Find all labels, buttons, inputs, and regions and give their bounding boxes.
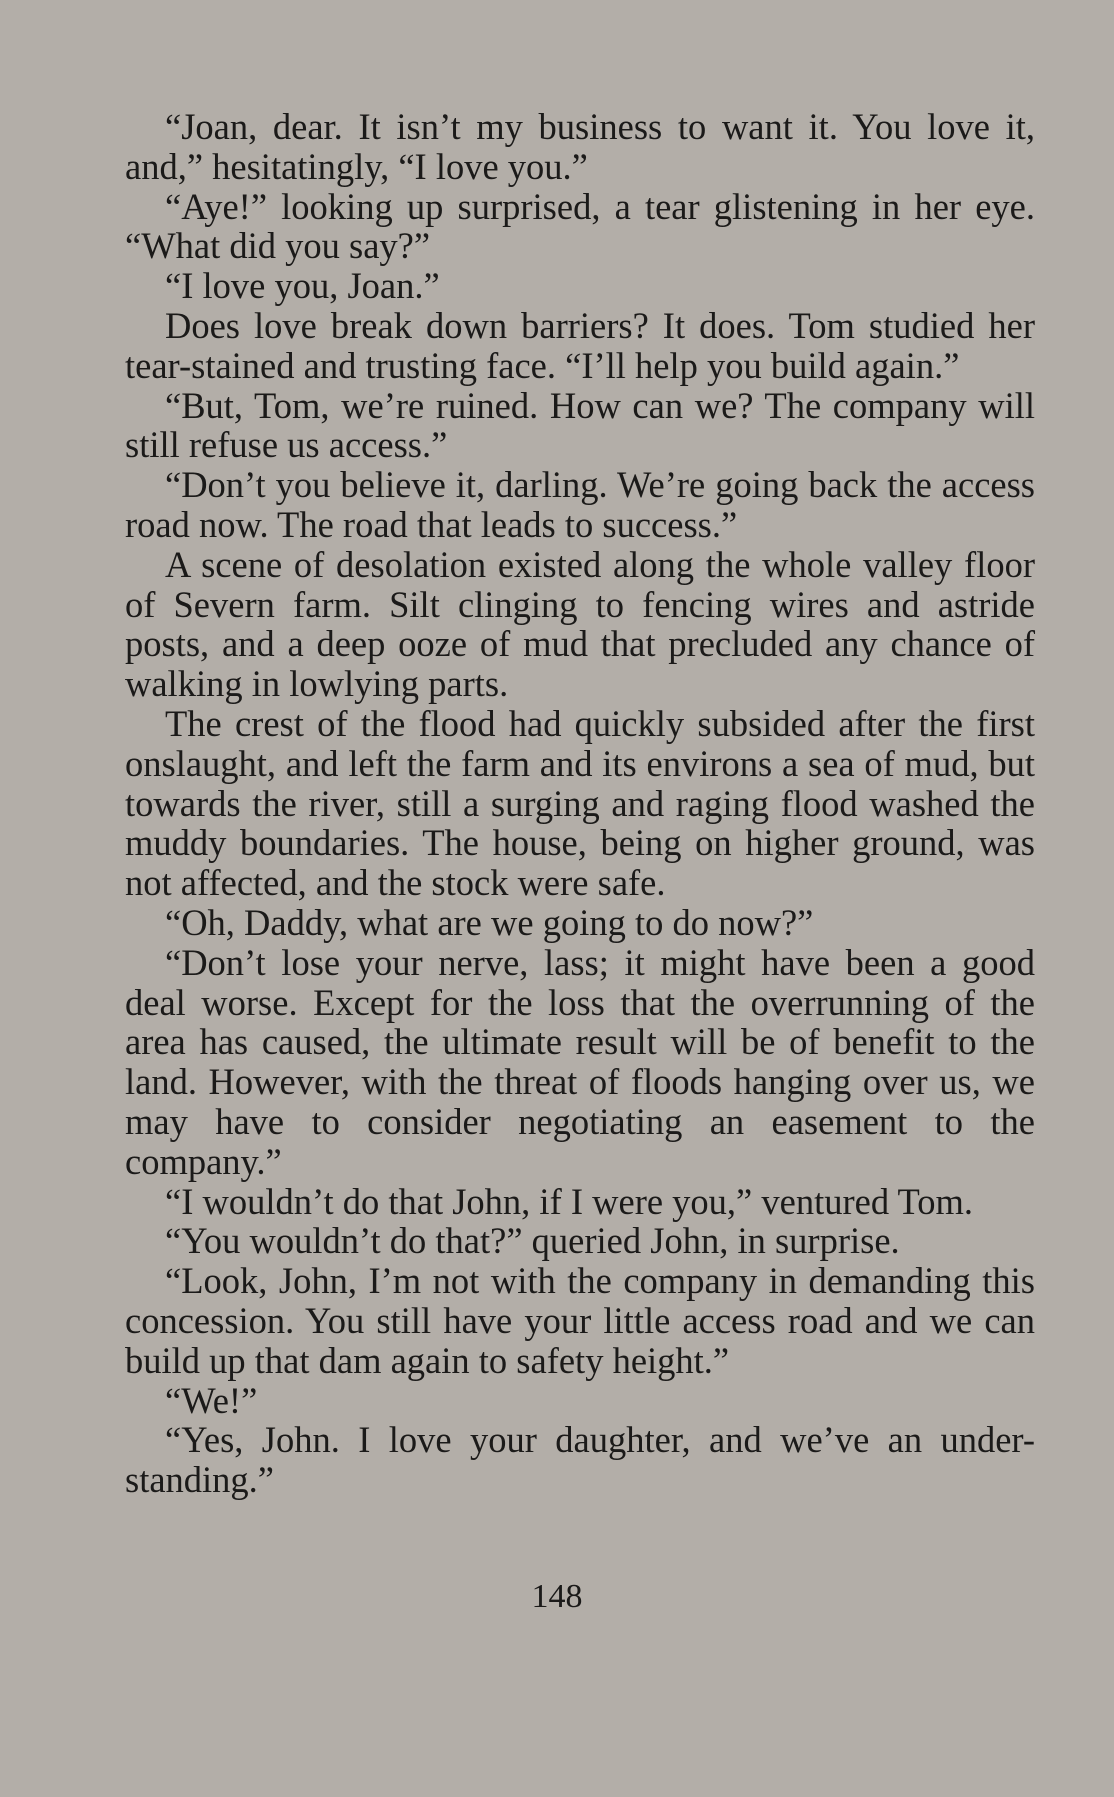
paragraph-7: A scene of desolation existed along the whole valley floor of Severn farm. Silt clinging to fencing wires and astride posts, and a deep ooze of mud that precluded any chance of walking in lowlying parts. <box>125 543 1035 705</box>
page-number: 148 <box>531 1578 583 1615</box>
paragraph-5: “But, Tom, we’re ruined. How can we? The company will still refuse us access.” <box>125 384 1035 466</box>
paragraph-2: “Aye!” looking up surprised, a tear glistening in her eye. “What did you say?” <box>125 185 1035 267</box>
body-text <box>125 107 1035 1500</box>
paragraph-9: “Oh, Daddy, what are we going to do now?” <box>165 901 814 943</box>
paragraph-10: “Don’t lose your nerve, lass; it might have been a good deal worse. Except for the loss that the overrunning of the area has caused, the ultimate result will be of benefit to the land. However, with the threat of floods hanging over us, we may have to consider negotiating an easement to the company.” <box>125 941 1035 1182</box>
paragraph-4: Does love break down barriers? It does. Tom studied her tear-stained and trusting face. “I’ll help you build again.” <box>125 304 1035 386</box>
paragraph-15: “Yes, John. I love your daughter, and we’ve an under-standing.” <box>125 1419 1035 1501</box>
paragraph-1: “Joan, dear. It isn’t my business to want it. You love it, and,” hesitatingly, “I love you.” <box>125 106 1035 187</box>
paragraph-11: “I wouldn’t do that John, if I were you,” ventured Tom. <box>165 1180 974 1222</box>
paragraph-6: “Don’t you believe it, darling. We’re going back the access road now. The road that leads to success.” <box>125 464 1035 545</box>
paragraph-14: “We!” <box>165 1379 258 1421</box>
paragraph-12: “You wouldn’t do that?” queried John, in surprise. <box>165 1220 900 1262</box>
paragraph-3: “I love you, Joan.” <box>165 265 440 307</box>
paragraph-8: The crest of the flood had quickly subsided after the first onslaught, and left the farm and its environs a sea of mud, but towards the river, still a surging and raging flood washed the muddy boundaries. The house, being on higher ground, was not affected, and the stock were safe. <box>125 702 1035 904</box>
paragraph-13: “Look, John, I’m not with the company in demanding this concession. You still have your little access road and we can build up that dam again to safety height.” <box>125 1260 1035 1381</box>
